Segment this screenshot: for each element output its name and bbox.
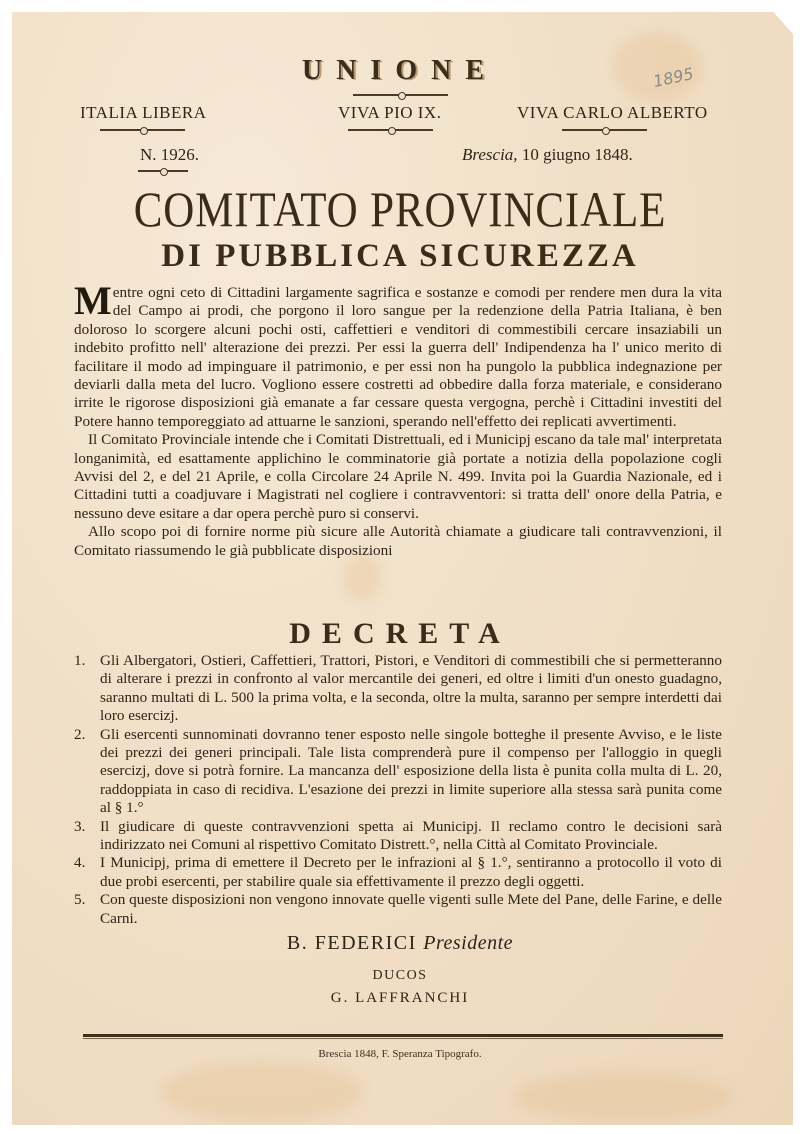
- title-comitato-provinciale: COMITATO PROVINCIALE: [133, 181, 667, 237]
- decreta-heading: DECRETA: [289, 617, 511, 650]
- signature-president: [0, 932, 800, 955]
- article-item: 4. I Municipj, prima di emettere il Decreto per le infrazioni al § 1.°, sentiranno a protocollo il voto di due probi esercenti, per stabilire quale sia effettivamente il prezzo degli oggetti.: [74, 854, 722, 890]
- article-item: 5. Con queste disposizioni non vengono innovate quelle vigenti sulle Mete del Pane, delle Farine, e delle Carni.: [74, 891, 722, 927]
- motto-viva-carlo-alberto: VIVA CARLO ALBERTO: [517, 103, 708, 122]
- footer-rule-thin: [83, 1038, 723, 1039]
- signature-ducos: DUCOS: [372, 968, 428, 983]
- drop-cap: M: [74, 278, 112, 323]
- paper-stain: [512, 1072, 732, 1122]
- handwritten-note: 1895: [651, 63, 696, 92]
- signature-laffranchi: G. LAFFRANCHI: [330, 990, 470, 1006]
- motto-italia-libera: ITALIA LIBERA: [80, 103, 207, 122]
- flourish-divider: [138, 170, 188, 172]
- place-date: [462, 145, 633, 165]
- flourish-divider: [100, 129, 185, 131]
- paragraph-2: Il Comitato Provinciale intende che i Comitati Distrettuali, ed i Municipj escano da tale mal' interpretata longanimità, ed esattamente applichino le comminatorie già portate a notizia della popolazione cogli Avvisi del 2, e del 21 Aprile, e colla Circolare 24 Aprile N. 499. Invita poi la Guardia Nazionale, ed i Cittadini tutti a coadjuvare i Magistrati nel cogliere i contravventori: si tratta dell' onore della Patria, e nessuno deve esitare a dar opera perchè puro si conservi.: [74, 431, 722, 522]
- article-item: 3. Il giudicare di queste contravvenzioni spetta ai Municipj. Il reclamo contro le decisioni sarà indirizzato nei Comuni al rispettivo Comitato Distrett.°, nella Città al Comitato Provinciale.: [74, 817, 722, 854]
- flourish-divider: [353, 94, 448, 96]
- paragraph-1: Mentre ogni ceto di Cittadini largamente sagrifica e sostanze e comodi per rendere men dura la vita del Campo ai prodi, che porgono il loro sangue per la redenzione della Patria Italiana, è ben doloroso lo scorgere alcuni pochi osti, caffettieri e venditori di commestibili cercare insaziabili un indebito profitto nell' alterazione dei prezzi. Per essi la guerra dell' Indipendenza ha l' unico merito di facilitare il modo ad impinguare il patrimonio, e per essi non ha pungolo la pubblica indegnazione per deviarli dalla meta del lucro. Vogliono essere costretti ad obbedire dalla forza materiale, e considerano irrite le rigorose disposizioni già emanate a far cessare questa vergogna, perchè i Cittadini investiti del Potere hanno temporeggiato ad attuarne le sanzioni, sperando nell'effetto dei replicati avvertimenti.: [74, 278, 722, 430]
- motto-viva-pio-ix: VIVA PIO IX.: [338, 103, 442, 122]
- flourish-divider: [562, 129, 647, 131]
- document-number: N. 1926.: [140, 145, 200, 164]
- date: 10 giugno 1848.: [517, 145, 633, 164]
- poster-sheet: [12, 12, 793, 1125]
- paper-stain: [162, 1062, 362, 1122]
- article-item: 1. Gli Albergatori, Ostieri, Caffettieri, Trattori, Pistori, e Venditori di commestibili che si permetteranno di alterare i prezzi in confronto al valor mercantile dei generi, ed oltre i limiti d'un onesto guadagno, saranno multati di L. 500 la prima volta, e la seconda, oltre la multa, saranno per sempre interdetti dai loro esercizj.: [74, 652, 722, 725]
- footer-rule: [83, 1034, 723, 1037]
- president-name: B. FEDERICI: [286, 932, 417, 954]
- flourish-divider: [348, 129, 433, 131]
- paragraph-3: Allo scopo poi di fornire norme più sicure alle Autorità chiamate a giudicare tali contravvenzioni, il Comitato riassumendo le già pubblicate disposizioni: [74, 523, 722, 559]
- banner-unione: UNIONE: [301, 55, 498, 86]
- title-pubblica-sicurezza: DI PUBBLICA SICUREZZA: [161, 238, 639, 274]
- article-item: 2. Gli esercenti sunnominati dovranno tener esposto nelle singole botteghe il presente Avviso, e le liste dei prezzi dei generi principali. Tale lista comprenderà pure il compenso per l'alloggio in quegli esercizj, dove si potrà fornire. La mancanza dell' esposizione della lista è punita colla multa di L. 20, raddoppiata in caso di recidiva. L'esazione dei prezzi in limite superiore alla stessa sarà punita come al § 1.°: [74, 725, 722, 817]
- place: Brescia,: [462, 145, 518, 164]
- president-title: Presidente: [423, 932, 514, 954]
- preamble-body: [74, 278, 722, 560]
- decree-articles: [74, 652, 722, 928]
- printer-imprint: Brescia 1848, F. Speranza Tipografo.: [318, 1048, 482, 1060]
